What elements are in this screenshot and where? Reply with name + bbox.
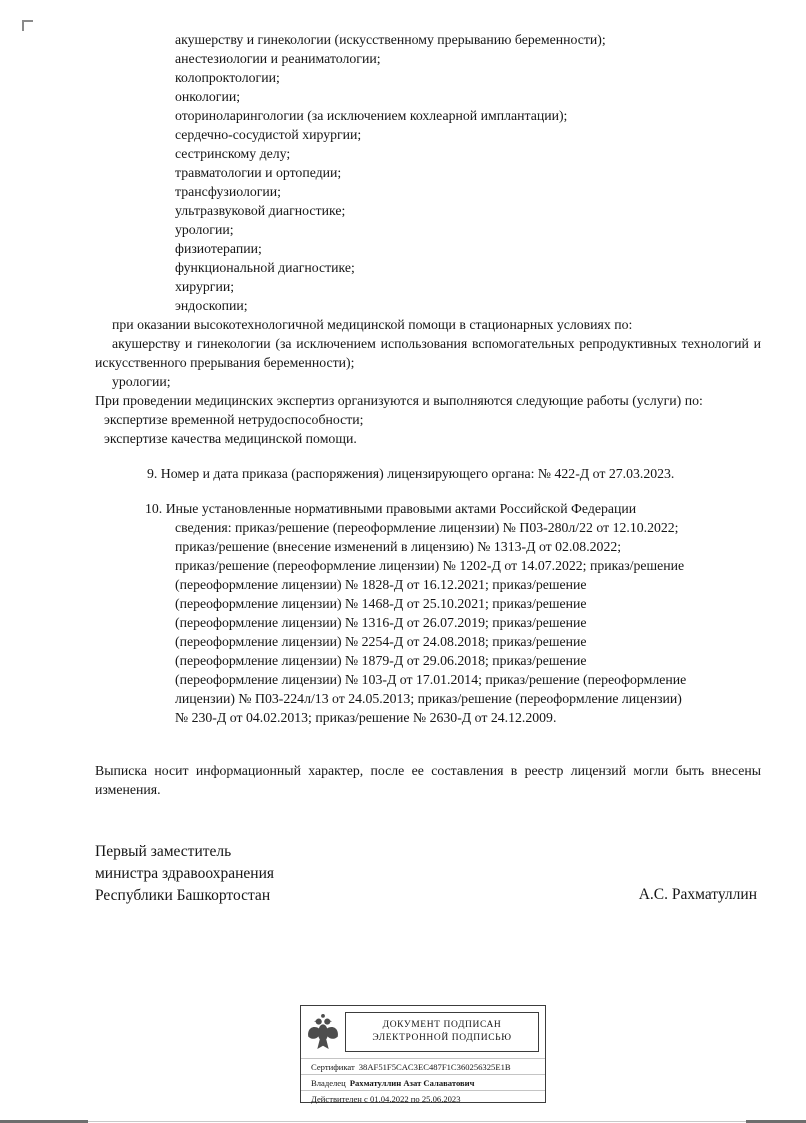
service-item: сестринскому делу; bbox=[175, 146, 291, 161]
clause-10-line: приказ/решение (внесение изменений в лицензию) № 1313-Д от 02.08.2022; bbox=[175, 539, 622, 554]
stamp-owner-row bbox=[301, 1074, 545, 1090]
hightech-item: урологии; bbox=[112, 374, 171, 389]
expertise-item: экспертизе временной нетрудоспособности; bbox=[104, 412, 364, 427]
service-item: функциональной диагностике; bbox=[175, 260, 355, 275]
expertise-item: экспертизе качества медицинской помощи. bbox=[104, 431, 357, 446]
stamp-validity-row bbox=[301, 1090, 545, 1106]
clause-10-line: лицензии) № П03-224л/13 от 24.05.2013; приказ/решение (переоформление лицензии) bbox=[175, 691, 682, 706]
signer-name: А.С. Рахматуллин bbox=[638, 886, 757, 903]
stamp-title-line2: ЭЛЕКТРОННОЙ ПОДПИСЬЮ bbox=[372, 1033, 512, 1043]
electronic-signature-stamp bbox=[300, 1005, 546, 1103]
stamp-details bbox=[301, 1058, 545, 1106]
expertise-intro: При проведении медицинских экспертиз организуются и выполняются следующие работы (услуги) по: bbox=[95, 393, 703, 408]
service-item: трансфузиологии; bbox=[175, 184, 281, 199]
clause-10-line: (переоформление лицензии) № 2254-Д от 24.08.2018; приказ/решение bbox=[175, 634, 587, 649]
clause-10-line: (переоформление лицензии) № 1316-Д от 26.07.2019; приказ/решение bbox=[175, 615, 587, 630]
coat-of-arms-icon bbox=[301, 1011, 345, 1053]
clause-10-line: приказ/решение (переоформление лицензии) № 1202-Д от 14.07.2022; приказ/решение bbox=[175, 558, 685, 573]
service-item: анестезиологии и реаниматологии; bbox=[175, 51, 381, 66]
page-bottom-edge bbox=[0, 1121, 806, 1122]
signer-position-line: министра здравоохранения bbox=[95, 865, 274, 882]
stamp-certificate-row bbox=[301, 1058, 545, 1074]
clause-10-line: сведения: приказ/решение (переоформление лицензии) № П03-280л/22 от 12.10.2022; bbox=[175, 520, 679, 535]
service-item: онкологии; bbox=[175, 89, 241, 104]
owner-value: Рахматуллин Азат Салаватович bbox=[349, 1077, 475, 1088]
document-content bbox=[95, 30, 761, 907]
service-item: физиотерапии; bbox=[175, 241, 262, 256]
service-item: оториноларингологии (за исключением кохлеарной имплантации); bbox=[175, 108, 568, 123]
scan-corner-mark bbox=[22, 20, 33, 31]
owner-label: Владелец bbox=[311, 1077, 346, 1088]
stamp-title bbox=[345, 1012, 539, 1052]
stamp-header bbox=[301, 1006, 545, 1058]
clause-10-line: (переоформление лицензии) № 1468-Д от 25.10.2021; приказ/решение bbox=[175, 596, 587, 611]
clause-10-line: № 230-Д от 04.02.2013; приказ/решение № 2630-Д от 24.12.2009. bbox=[175, 710, 557, 725]
service-item: ультразвуковой диагностике; bbox=[175, 203, 346, 218]
signature-block bbox=[95, 841, 761, 907]
service-item: урологии; bbox=[175, 222, 234, 237]
service-item: эндоскопии; bbox=[175, 298, 248, 313]
signer-position-line: Республики Башкортостан bbox=[95, 887, 271, 904]
signer-position-line: Первый заместитель bbox=[95, 843, 232, 860]
stamp-title-line1: ДОКУМЕНТ ПОДПИСАН bbox=[382, 1020, 502, 1030]
clause-10-line: (переоформление лицензии) № 103-Д от 17.01.2014; приказ/решение (переоформление bbox=[175, 672, 687, 687]
certificate-value: 38AF51F5CAC3EC487F1C360256325E1B bbox=[358, 1061, 511, 1072]
clause-10-line: 10. Иные установленные нормативными правовыми актами Российской Федерации bbox=[145, 501, 637, 516]
service-item: колопроктологии; bbox=[175, 70, 280, 85]
service-item: сердечно-сосудистой хирургии; bbox=[175, 127, 362, 142]
clause-10-line: (переоформление лицензии) № 1879-Д от 29.06.2018; приказ/решение bbox=[175, 653, 587, 668]
service-item: акушерству и гинекологии (искусственному прерыванию беременности); bbox=[175, 32, 606, 47]
clause-10-line: (переоформление лицензии) № 1828-Д от 16.12.2021; приказ/решение bbox=[175, 577, 587, 592]
certificate-label: Сертификат bbox=[311, 1061, 355, 1072]
services-list bbox=[95, 30, 761, 315]
service-item: травматологии и ортопедии; bbox=[175, 165, 342, 180]
info-note: Выписка носит информационный характер, после ее составления в реестр лицензий могли быть внесены изменения. bbox=[95, 763, 761, 797]
clause-9: 9. Номер и дата приказа (распоряжения) лицензирующего органа: № 422-Д от 27.03.2023. bbox=[147, 466, 675, 481]
validity-text: Действителен с 01.04.2022 по 25.06.2023 bbox=[311, 1093, 461, 1104]
clause-10 bbox=[95, 499, 761, 727]
service-item: хирургии; bbox=[175, 279, 235, 294]
hightech-item: акушерству и гинекологии (за исключением использования вспомогательных репродуктивных технологий и искусственного прерывания беременности); bbox=[95, 336, 761, 370]
hightech-intro: при оказании высокотехнологичной медицинской помощи в стационарных условиях по: bbox=[112, 317, 633, 332]
